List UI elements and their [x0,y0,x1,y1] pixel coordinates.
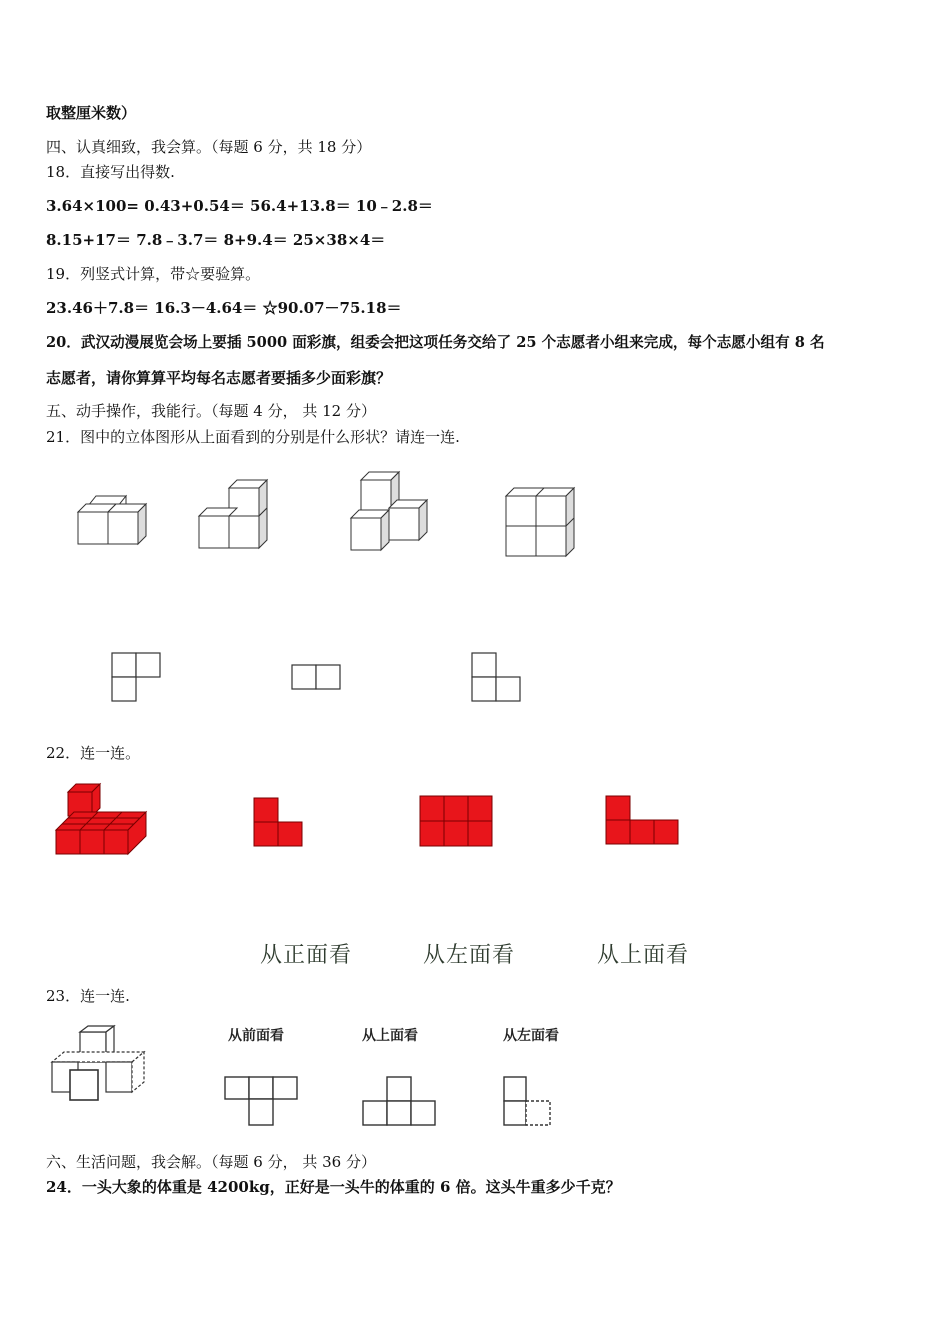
q21-solid-1 [70,490,160,552]
q23-label-front: 从前面看 [228,1028,284,1044]
q23-label-left: 从左面看 [503,1028,559,1044]
q21-solid-4 [500,484,580,560]
q22-label-front: 从正面看 [260,943,353,968]
question-21: 21．图中的立体图形从上面看到的分别是什么形状？请连一连. [46,428,460,446]
question-24: 24．一头大象的体重是 4200kg，正好是一头牛的体重的 6 倍。这头牛重多少千克？ [46,1178,621,1196]
q22-view-1 [252,796,308,850]
question-22: 22．连一连。 [46,744,141,762]
section-6-heading: 六、生活问题，我会解。（每题 6 分， 共 36 分） [46,1153,376,1171]
q21-view-2 [290,662,346,692]
q21-solid-2 [195,476,275,552]
question-23: 23．连一连. [46,987,130,1005]
text-line-1: 取整厘米数） [46,104,137,122]
q22-solid [50,780,155,858]
section-5-heading: 五、动手操作，我能行。（每题 4 分， 共 12 分） [46,402,376,420]
q21-view-3 [470,650,526,704]
question-18: 18．直接写出得数. [46,163,175,181]
section-4-heading: 四、认真细致，我会算。（每题 6 分，共 18 分） [46,138,372,156]
question-19: 19．列竖式计算，带☆要验算。 [46,265,261,283]
q23-view-top [360,1074,440,1130]
q22-view-3 [604,794,682,846]
q22-label-top: 从上面看 [597,943,690,968]
q19-row: 23.46＋7.8＝ 16.3－4.64＝ ☆90.07－75.18＝ [46,299,402,317]
question-20-cont: 志愿者，请你算算平均每名志愿者要插多少面彩旗？ [46,369,392,387]
q22-label-left: 从左面看 [423,943,516,968]
q18-row-1: 3.64×100= 0.43+0.54＝ 56.4+13.8＝ 10﹣2.8＝ [46,197,433,215]
q23-solid [48,1022,148,1104]
q23-view-left [500,1074,558,1130]
q23-view-front [222,1074,302,1130]
question-20: 20．武汉动漫展览会场上要插 5000 面彩旗，组委会把这项任务交给了 25 个志愿者小组来完成，每个志愿小组有 8 名 [46,334,825,351]
q21-solid-3 [345,468,440,554]
q18-row-2: 8.15+17＝ 7.8﹣3.7＝ 8+9.4＝ 25×38×4＝ [46,231,386,249]
q21-view-1 [110,650,166,704]
q22-view-2 [418,794,496,848]
q23-label-top: 从上面看 [362,1028,418,1044]
